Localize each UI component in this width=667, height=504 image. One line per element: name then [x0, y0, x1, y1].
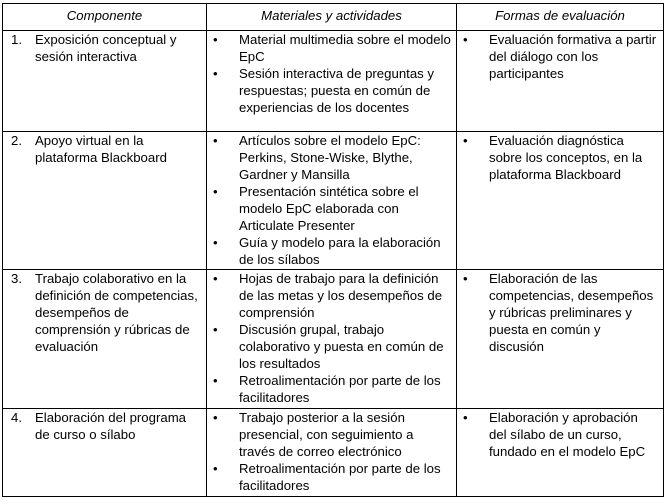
materiales-cell	[207, 270, 457, 409]
materiales-cell	[207, 31, 457, 132]
bullet-icon	[211, 31, 239, 65]
row-number: 3.	[11, 271, 22, 286]
bullet-icon	[461, 132, 489, 183]
row-number: 1.	[11, 32, 22, 47]
components-table	[2, 3, 664, 497]
list-item: • Artículos sobre el modelo EpC: Perkins, Stone-Wiske, Blythe, Gardner y Mansilla	[211, 132, 452, 183]
list-item: • Retroalimentación por parte de los facilitadores	[211, 372, 452, 406]
list-item: • Sesión interactiva de preguntas y respuestas; puesta en común de experiencias de los docentes	[211, 65, 452, 116]
evaluacion-cell	[457, 132, 664, 270]
bullet-icon	[211, 372, 239, 406]
list-item: • Discusión grupal, trabajo colaborativo y puesta en común de los resultados	[211, 321, 452, 372]
materiales-cell	[207, 409, 457, 497]
bullet-icon	[461, 409, 489, 460]
list-item: • Evaluación formativa a partir del diálogo con los participantes	[461, 31, 659, 82]
row-number: 2.	[11, 133, 22, 148]
bullet-icon	[211, 321, 239, 372]
table-row	[3, 409, 664, 497]
table-row	[3, 132, 664, 270]
header-row	[3, 4, 664, 31]
bullet-icon	[211, 234, 239, 268]
componente-cell	[3, 132, 207, 270]
table-row	[3, 270, 664, 409]
bullet-icon	[461, 31, 489, 82]
list-item: • Trabajo posterior a la sesión presencial, con seguimiento a través de correo electrónico	[211, 409, 452, 460]
list-item: • Hojas de trabajo para la definición de las metas y los desempeños de comprensión	[211, 270, 452, 321]
evaluacion-cell	[457, 31, 664, 132]
table-row	[3, 31, 664, 132]
componente-text: Exposición conceptual y sesión interactiva	[35, 32, 177, 64]
evaluacion-cell	[457, 270, 664, 409]
bullet-icon	[461, 270, 489, 355]
row-number: 4.	[11, 410, 22, 425]
bullet-icon	[211, 460, 239, 494]
list-item: • Elaboración y aprobación del sílabo de un curso, fundado en el modelo EpC	[461, 409, 659, 460]
list-item: • Elaboración de las competencias, desempeños y rúbricas preliminares y puesta en común y discusión	[461, 270, 659, 355]
componente-text: Trabajo colaborativo en la definición de competencias, desempeños de comprensión y rúbricas de evaluación	[35, 271, 198, 354]
header-evaluacion: Formas de evaluación	[457, 4, 664, 31]
list-item: • Material multimedia sobre el modelo EpC	[211, 31, 452, 65]
list-item: • Guía y modelo para la elaboración de los sílabos	[211, 234, 452, 268]
list-item: • Presentación sintética sobre el modelo EpC elaborada con Articulate Presenter	[211, 183, 452, 234]
bullet-icon	[211, 132, 239, 183]
bullet-icon	[211, 409, 239, 460]
list-item: • Evaluación diagnóstica sobre los conceptos, en la plataforma Blackboard	[461, 132, 659, 183]
bullet-icon	[211, 183, 239, 234]
materiales-cell	[207, 132, 457, 270]
componente-cell	[3, 270, 207, 409]
bullet-icon	[211, 65, 239, 116]
header-materiales: Materiales y actividades	[207, 4, 457, 31]
componente-text: Apoyo virtual en la plataforma Blackboard	[35, 133, 167, 165]
list-item: • Retroalimentación por parte de los facilitadores	[211, 460, 452, 494]
componente-cell	[3, 31, 207, 132]
componente-cell	[3, 409, 207, 497]
evaluacion-cell	[457, 409, 664, 497]
header-componente: Componente	[3, 4, 207, 31]
componente-text: Elaboración del programa de curso o sílabo	[35, 410, 187, 442]
bullet-icon	[211, 270, 239, 321]
